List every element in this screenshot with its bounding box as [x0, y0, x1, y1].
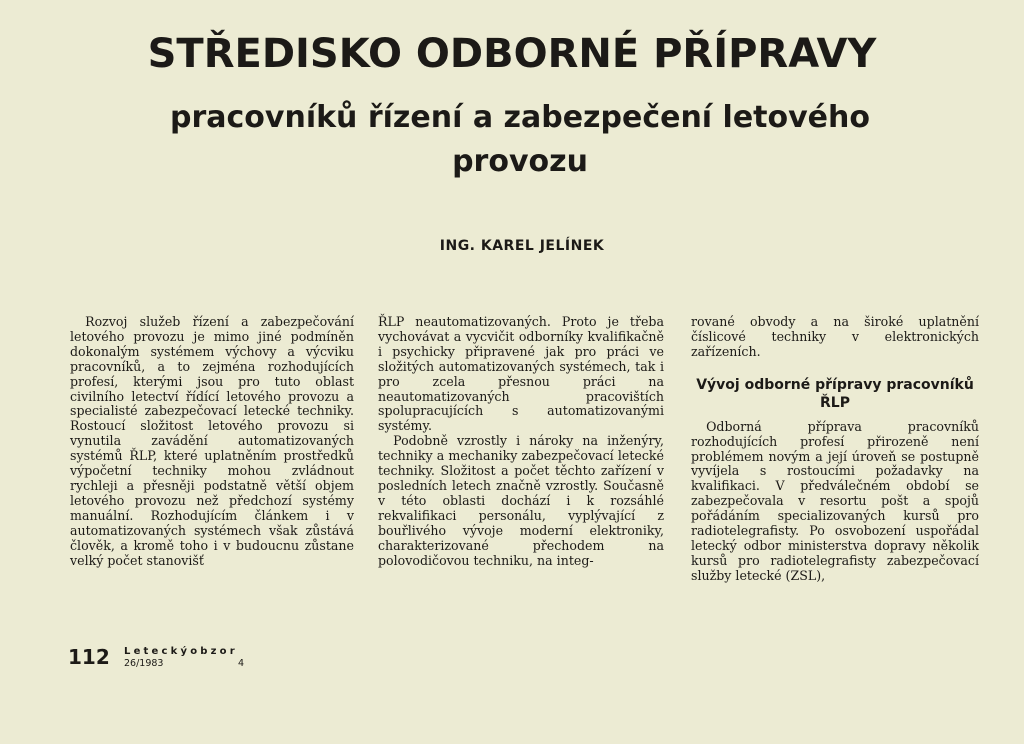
issue-number: 4	[238, 658, 245, 669]
text-column-1	[70, 315, 354, 568]
paragraph: ŘLP neautomatizovaných. Proto je třeba vychovávat a vycvičit odborníky kvalifikačně i psychicky připravené jak pro práci ve složitých automatizovaných systémech, tak i pro zcela přesnou práci na neautomatizovaných pracovištích spolupracujících s automatizovanými systémy.	[378, 314, 664, 434]
paragraph: Rozvoj služeb řízení a zabezpečování letového provozu je mimo jiné podmíněn dokonalým systémem výchovy a výcviku pracovníků, a to zejména rozhodujících profesí, kterými jsou pro tuto oblast civilního letectví řídící letového provozu a specialisté zabezpečovací letecké techniky. Rostoucí složitost letového provozu si vynutila zavádění automatizovaných systémů ŘLP, které uplatněním prostředků výpočetní techniky mohou zvládnout rychleji a přesněji podstatně větší objem letového provozu než předchozí systémy manuální. Rozhodujícím článkem i v automatizovaných systémech však zůstává člověk, a kromě toho i v budoucnu zůstane velký počet stanovišť	[70, 314, 354, 568]
page-number: 112	[68, 645, 110, 669]
article-author: ING. KAREL JELÍNEK	[439, 238, 605, 254]
paragraph: Podobně vzrostly i nároky na inženýry, techniky a mechaniky zabezpečovací letecké techniky. Složitost a počet těchto zařízení v posledních letech značně vzrostly. Současně v této oblasti dochází i k rozsáhlé rekvalifikaci personálu, vyplývající z bouřlivého vývoje moderní elektroniky, charakterizované přechodem na polovodičovou techniku, na integ-	[378, 433, 664, 568]
paragraph: rované obvody a na široké uplatnění číslicové techniky v elektronických zařízeních.	[691, 314, 979, 359]
paragraph: Odborná příprava pracovníků rozhodujících profesí přirozeně není problémem novým a její úroveň se postupně vyvíjela s rostoucími požadavky na kvalifikaci. V předválečném období se zabezpečovala v resortu pošt a spojů pořádáním specializovaných kursů pro radiotelegrafisty. Po osvobození uspořádal letecký odbor ministerstva dopravy několik kursů pro radiotelegrafisty zabezpečovací služby letecké (ZSL),	[691, 418, 979, 583]
text-column-3	[691, 315, 979, 584]
issue-label: 26/1983	[124, 658, 164, 669]
text-column-2	[378, 315, 664, 568]
article-subtitle: pracovníků řízení a zabezpečení letového provozu	[170, 100, 870, 179]
section-heading: Vývoj odborné přípravy pracovníků ŘLP	[696, 376, 974, 411]
article-title: STŘEDISKO ODBORNÉ PŘÍPRAVY	[147, 31, 877, 77]
magazine-name: Leteckýobzor	[124, 646, 238, 657]
